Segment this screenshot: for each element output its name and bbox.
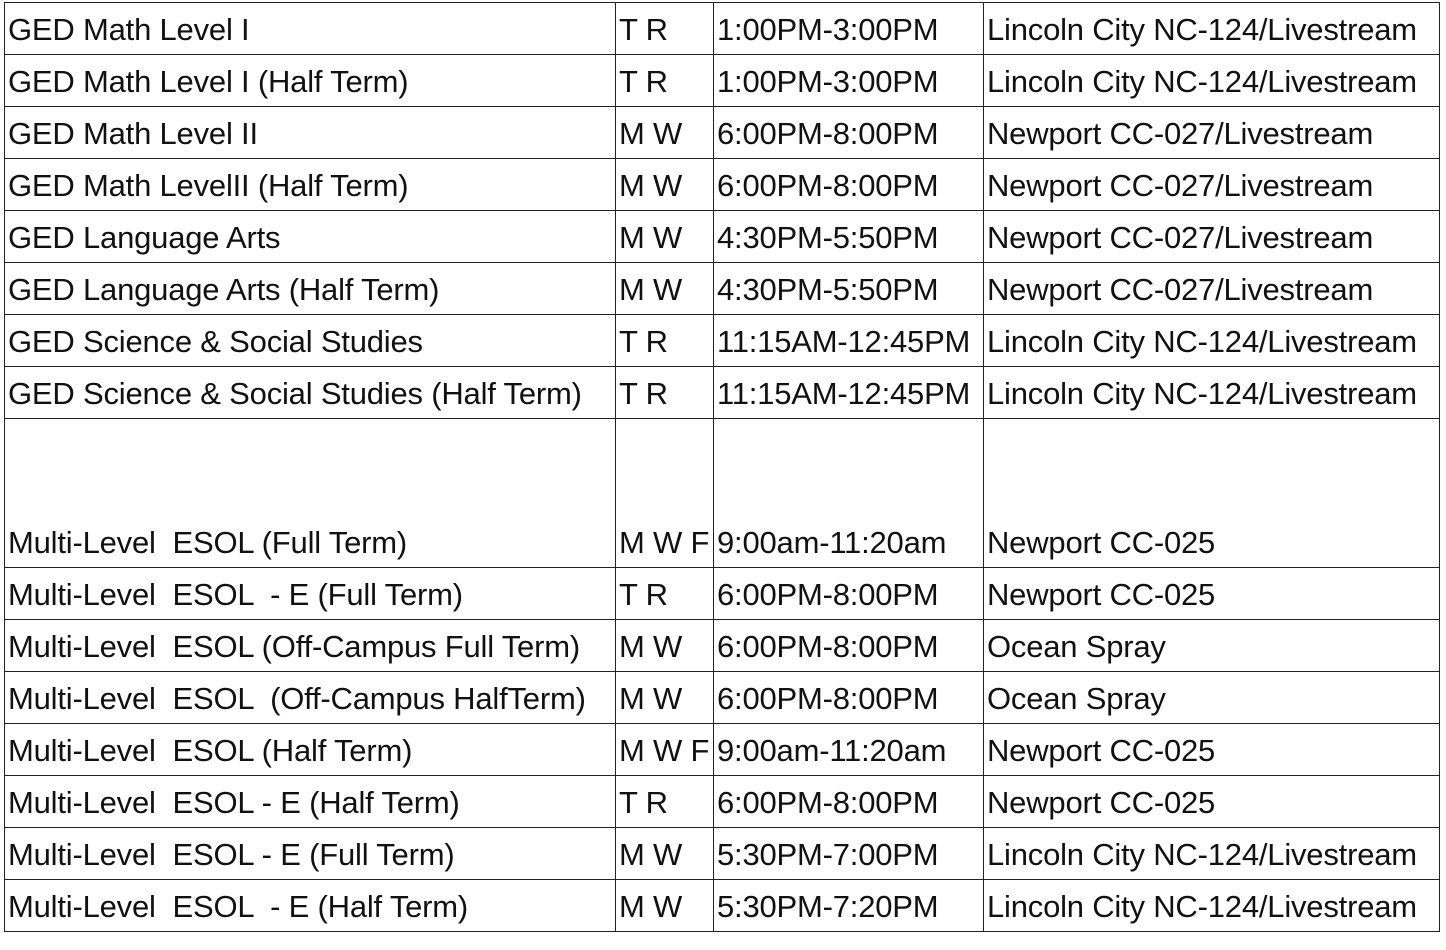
location-cell (984, 315, 1440, 367)
days-cell-text: T R (619, 64, 668, 99)
course-cell-text: GED Science & Social Studies (Half Term) (8, 376, 582, 411)
time-cell (714, 107, 984, 159)
location-cell-text: Newport CC-025 (987, 785, 1216, 820)
location-cell (984, 55, 1440, 107)
time-cell-text: 11:15AM-12:45PM (717, 376, 971, 411)
days-cell (616, 672, 714, 724)
course-cell (5, 211, 616, 263)
location-cell-text: Lincoln City NC-124/Livestream (987, 12, 1417, 47)
course-cell (5, 724, 616, 776)
course-cell-text: GED Language Arts (8, 220, 281, 255)
table-row (5, 620, 1440, 672)
table-row (5, 776, 1440, 828)
course-cell-text: GED Math Level I (8, 12, 250, 47)
location-cell-text: Lincoln City NC-124/Livestream (987, 64, 1417, 99)
location-cell (984, 880, 1440, 932)
table-row (5, 55, 1440, 107)
location-cell (984, 211, 1440, 263)
table-row (5, 107, 1440, 159)
location-cell-text: Newport CC-027/Livestream (987, 272, 1374, 307)
course-cell (5, 620, 616, 672)
time-cell (714, 620, 984, 672)
course-cell-text: Multi-Level ESOL - E (Full Term) (8, 837, 455, 872)
course-cell (5, 828, 616, 880)
location-cell (984, 367, 1440, 419)
location-cell-text: Newport CC-027/Livestream (987, 168, 1374, 203)
time-cell (714, 159, 984, 211)
location-cell-text: Newport CC-025 (987, 577, 1216, 612)
location-cell-text: Lincoln City NC-124/Livestream (987, 324, 1417, 359)
time-cell-text: 5:30PM-7:20PM (717, 889, 939, 924)
time-cell-text: 4:30PM-5:50PM (717, 272, 939, 307)
time-cell (714, 568, 984, 620)
table-row (5, 672, 1440, 724)
table-row (5, 367, 1440, 419)
course-cell (5, 315, 616, 367)
schedule-body (5, 3, 1440, 932)
days-cell (616, 159, 714, 211)
days-cell (616, 55, 714, 107)
time-cell (714, 880, 984, 932)
time-cell-text: 6:00PM-8:00PM (717, 116, 939, 151)
location-cell (984, 672, 1440, 724)
location-cell-text: Newport CC-027/Livestream (987, 116, 1374, 151)
course-cell-text: Multi-Level ESOL - E (Full Term) (8, 577, 463, 612)
location-cell (984, 828, 1440, 880)
time-cell (714, 776, 984, 828)
days-cell-text: M W F (619, 525, 710, 560)
days-cell-text: M W (619, 889, 683, 924)
course-cell-text: Multi-Level ESOL - E (Half Term) (8, 785, 460, 820)
location-cell (984, 3, 1440, 55)
days-cell (616, 880, 714, 932)
course-cell (5, 159, 616, 211)
table-row (5, 568, 1440, 620)
course-cell (5, 672, 616, 724)
time-cell-text: 6:00PM-8:00PM (717, 577, 939, 612)
course-cell-text: Multi-Level ESOL (Full Term) (8, 525, 408, 560)
table-row (5, 159, 1440, 211)
course-cell (5, 568, 616, 620)
table-row (5, 419, 1440, 568)
days-cell-text: M W (619, 837, 683, 872)
course-cell (5, 419, 616, 568)
table-row (5, 880, 1440, 932)
location-cell-text: Ocean Spray (987, 629, 1166, 664)
time-cell-text: 9:00am-11:20am (717, 733, 947, 768)
days-cell (616, 3, 714, 55)
time-cell-text: 6:00PM-8:00PM (717, 785, 939, 820)
course-cell (5, 776, 616, 828)
days-cell-text: M W (619, 220, 683, 255)
time-cell-text: 9:00am-11:20am (717, 525, 947, 560)
days-cell (616, 211, 714, 263)
days-cell (616, 724, 714, 776)
course-cell-text: GED Math LevelII (Half Term) (8, 168, 409, 203)
time-cell (714, 419, 984, 568)
days-cell-text: M W (619, 116, 683, 151)
course-cell-text: Multi-Level ESOL (Half Term) (8, 733, 413, 768)
time-cell (714, 55, 984, 107)
days-cell-text: T R (619, 577, 668, 612)
location-cell-text: Newport CC-025 (987, 525, 1216, 560)
course-cell-text: GED Language Arts (Half Term) (8, 272, 440, 307)
days-cell-text: M W F (619, 733, 710, 768)
time-cell-text: 5:30PM-7:00PM (717, 837, 939, 872)
days-cell-text: M W (619, 168, 683, 203)
days-cell (616, 263, 714, 315)
course-cell-text: GED Math Level II (8, 116, 258, 151)
days-cell-text: T R (619, 785, 668, 820)
location-cell (984, 620, 1440, 672)
time-cell-text: 1:00PM-3:00PM (717, 64, 939, 99)
location-cell (984, 776, 1440, 828)
time-cell (714, 211, 984, 263)
days-cell (616, 107, 714, 159)
location-cell-text: Ocean Spray (987, 681, 1166, 716)
time-cell-text: 6:00PM-8:00PM (717, 168, 939, 203)
location-cell-text: Lincoln City NC-124/Livestream (987, 837, 1417, 872)
schedule-table (4, 2, 1440, 932)
time-cell (714, 724, 984, 776)
course-cell-text: GED Math Level I (Half Term) (8, 64, 409, 99)
course-cell (5, 263, 616, 315)
course-cell-text: Multi-Level ESOL (Off-Campus HalfTerm) (8, 681, 586, 716)
location-cell (984, 419, 1440, 568)
location-cell (984, 159, 1440, 211)
table-row (5, 724, 1440, 776)
days-cell-text: T R (619, 376, 668, 411)
course-cell (5, 367, 616, 419)
table-row (5, 263, 1440, 315)
location-cell (984, 107, 1440, 159)
course-cell (5, 3, 616, 55)
table-row (5, 3, 1440, 55)
course-cell (5, 55, 616, 107)
location-cell (984, 263, 1440, 315)
days-cell (616, 620, 714, 672)
days-cell (616, 419, 714, 568)
days-cell-text: T R (619, 324, 668, 359)
location-cell (984, 724, 1440, 776)
days-cell (616, 568, 714, 620)
days-cell-text: T R (619, 12, 668, 47)
course-cell (5, 107, 616, 159)
time-cell-text: 4:30PM-5:50PM (717, 220, 939, 255)
time-cell (714, 672, 984, 724)
course-cell (5, 880, 616, 932)
time-cell (714, 3, 984, 55)
time-cell (714, 367, 984, 419)
location-cell-text: Lincoln City NC-124/Livestream (987, 376, 1417, 411)
days-cell (616, 315, 714, 367)
time-cell (714, 315, 984, 367)
days-cell-text: M W (619, 629, 683, 664)
days-cell (616, 776, 714, 828)
location-cell (984, 568, 1440, 620)
time-cell (714, 263, 984, 315)
location-cell-text: Newport CC-027/Livestream (987, 220, 1374, 255)
location-cell-text: Newport CC-025 (987, 733, 1216, 768)
days-cell-text: M W (619, 681, 683, 716)
time-cell-text: 11:15AM-12:45PM (717, 324, 971, 359)
time-cell-text: 1:00PM-3:00PM (717, 12, 939, 47)
time-cell-text: 6:00PM-8:00PM (717, 681, 939, 716)
days-cell (616, 828, 714, 880)
table-row (5, 828, 1440, 880)
days-cell-text: M W (619, 272, 683, 307)
table-row (5, 211, 1440, 263)
course-cell-text: GED Science & Social Studies (8, 324, 423, 359)
time-cell-text: 6:00PM-8:00PM (717, 629, 939, 664)
location-cell-text: Lincoln City NC-124/Livestream (987, 889, 1417, 924)
time-cell (714, 828, 984, 880)
days-cell (616, 367, 714, 419)
course-cell-text: Multi-Level ESOL (Off-Campus Full Term) (8, 629, 580, 664)
table-row (5, 315, 1440, 367)
course-cell-text: Multi-Level ESOL - E (Half Term) (8, 889, 469, 924)
